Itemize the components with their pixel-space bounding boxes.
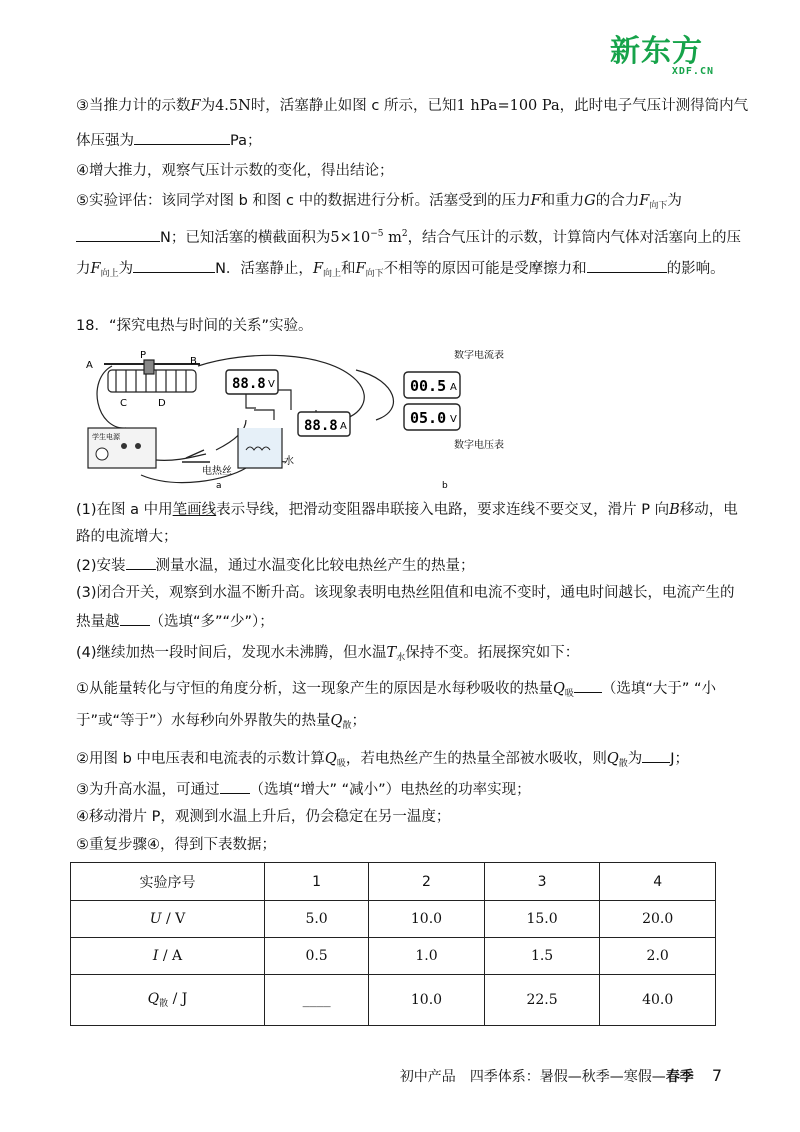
logo-subtext: XDF.CN bbox=[671, 66, 714, 77]
text-span: 和重力 bbox=[540, 193, 585, 209]
var-T: T bbox=[386, 645, 397, 661]
ammeter-reading: 88.8 bbox=[304, 418, 338, 434]
table-cell: 22.5 bbox=[484, 975, 600, 1026]
var-Q: Q bbox=[147, 991, 160, 1007]
answer-blank[interactable] bbox=[134, 130, 230, 145]
answer-blank[interactable] bbox=[76, 227, 160, 242]
text-span: 移动，电 bbox=[679, 502, 738, 518]
answer-blank[interactable] bbox=[220, 779, 250, 794]
table-cell: 5.0 bbox=[265, 901, 369, 938]
digital-voltmeter-reading: 05.0 bbox=[410, 409, 447, 427]
q18-part4 bbox=[76, 643, 726, 668]
var-F: F bbox=[530, 193, 541, 209]
table-cell: 0.5 bbox=[265, 938, 369, 975]
answer-blank[interactable] bbox=[574, 678, 602, 693]
label-d: D bbox=[158, 398, 166, 409]
text-span: 的影响。 bbox=[666, 261, 725, 277]
q18-item2 bbox=[76, 748, 726, 774]
text-span: 的合力 bbox=[595, 193, 640, 209]
underlined-text: 笔画线 bbox=[172, 502, 217, 518]
answer-blank[interactable] bbox=[133, 258, 215, 273]
text-span: 力 bbox=[76, 261, 91, 277]
text-span: ②用图 b 中电压表和电流表的示数计算 bbox=[76, 751, 325, 767]
digital-ammeter-unit: A bbox=[450, 382, 457, 393]
text-span: 为 bbox=[200, 98, 216, 114]
text-span: Pa； bbox=[230, 133, 262, 149]
table-header-cell: 实验序号 bbox=[71, 863, 265, 901]
var-F: F bbox=[190, 98, 201, 114]
var-I: I bbox=[152, 948, 159, 964]
text-span: 于”或“等于”）水每秒向外界散失的热量 bbox=[76, 713, 331, 729]
table-cell: 10.0 bbox=[369, 975, 485, 1026]
var-F-down: F bbox=[355, 261, 366, 277]
page-footer bbox=[400, 1066, 722, 1086]
area-unit: m bbox=[383, 230, 402, 246]
row-label-Q bbox=[71, 975, 265, 1026]
var-B: B bbox=[669, 502, 680, 518]
table-cell: 40.0 bbox=[600, 975, 716, 1026]
text-span: ⑤实验评估：该同学对图 b 和图 c 中的数据进行分析。活塞受到的压力 bbox=[76, 193, 531, 209]
row-unit: / A bbox=[158, 948, 183, 964]
text-span: ①从能量转化与守恒的角度分析，这一现象产生的原因是水每秒吸收的热量 bbox=[76, 681, 553, 697]
caption-b: b bbox=[442, 481, 448, 490]
answer-blank[interactable] bbox=[126, 555, 156, 570]
table-header-row bbox=[71, 863, 716, 901]
q18-item5: ⑤重复步骤④，得到下表数据； bbox=[76, 837, 276, 853]
answer-blank[interactable] bbox=[120, 611, 150, 626]
q17-step5-line2 bbox=[76, 224, 742, 248]
superscript: −5 bbox=[370, 229, 384, 239]
q17-step5-line3 bbox=[76, 258, 726, 284]
water-label: 水 bbox=[284, 456, 294, 467]
caption-a: a bbox=[216, 481, 222, 490]
page-number: 7 bbox=[711, 1066, 722, 1085]
var-G: G bbox=[584, 193, 596, 209]
var-F-up: F bbox=[312, 261, 323, 277]
footer-product: 初中产品 bbox=[399, 1069, 456, 1085]
subscript: 吸 bbox=[336, 759, 346, 769]
power-supply-label: 学生电源 bbox=[92, 433, 120, 441]
text-span: ，此时电子气压计测得筒内气 bbox=[559, 98, 749, 114]
q18-part1-line2: 路的电流增大； bbox=[76, 529, 178, 545]
logo-text: 新东方 bbox=[610, 34, 703, 69]
text-span: N；已知活塞的横截面积为 bbox=[160, 230, 331, 246]
voltmeter-title: 数字电压表 bbox=[454, 440, 504, 451]
text-span: 热量越 bbox=[76, 614, 120, 630]
text-span: 不相等的原因可能是受摩擦力和 bbox=[383, 261, 587, 277]
text-span: ③当推力计的示数 bbox=[76, 98, 191, 114]
text-span: （选填“增大” “减小”）电热丝的功率实现； bbox=[249, 782, 531, 798]
ammeter-title: 数字电流表 bbox=[454, 350, 504, 361]
table-row bbox=[71, 901, 716, 938]
q18-part2 bbox=[76, 555, 726, 576]
text-span: 和 bbox=[341, 261, 356, 277]
subscript: 向下 bbox=[649, 201, 668, 211]
data-table bbox=[70, 862, 716, 1026]
row-label-U bbox=[71, 901, 265, 938]
footer-highlight: 春季 bbox=[665, 1069, 694, 1085]
var-F-down: F bbox=[639, 193, 650, 209]
text-span: (1)在图 a 中用 bbox=[76, 502, 173, 518]
voltmeter-reading: 88.8 bbox=[232, 376, 266, 392]
label-p: P bbox=[140, 350, 147, 361]
text-span: （选填“多”“少”）； bbox=[149, 614, 274, 630]
subscript: 向下 bbox=[365, 269, 384, 279]
var-Q: Q bbox=[606, 751, 619, 767]
q18-part1-line1 bbox=[76, 500, 738, 520]
label-a: A bbox=[86, 360, 93, 371]
row-unit: / V bbox=[161, 911, 186, 927]
text-span: 时，活塞静止如图 c 所示，已知 bbox=[250, 98, 457, 114]
digital-voltmeter-unit: V bbox=[450, 414, 457, 425]
subscript: 吸 bbox=[564, 689, 574, 699]
text-span: (4)继续加热一段时间后，发现水未沸腾，但水温 bbox=[76, 645, 387, 661]
var-U: U bbox=[149, 911, 162, 927]
q18-item1-line2 bbox=[76, 711, 726, 736]
circuit-figure bbox=[86, 350, 546, 490]
text-span: ； bbox=[351, 713, 366, 729]
q18-item4: ④移动滑片 P，观测到水温上升后，仍会稳定在另一温度； bbox=[76, 809, 451, 825]
answer-blank[interactable] bbox=[587, 258, 667, 273]
var-Q: Q bbox=[553, 681, 565, 697]
var-Q: Q bbox=[330, 713, 343, 729]
xdf-logo bbox=[610, 36, 714, 84]
table-header-cell: 2 bbox=[369, 863, 485, 901]
table-cell: 20.0 bbox=[600, 901, 716, 938]
text-span: 为 bbox=[118, 261, 134, 277]
table-cell: 15.0 bbox=[484, 901, 600, 938]
table-cell: 10.0 bbox=[369, 901, 485, 938]
label-c: C bbox=[120, 398, 127, 409]
text-span: 保持不变。拓展探究如下： bbox=[405, 645, 580, 661]
row-unit: / J bbox=[168, 991, 188, 1007]
q17-step5-line1 bbox=[76, 191, 726, 216]
force-value: 4.5N bbox=[215, 98, 251, 114]
heater-label: 电热丝 bbox=[202, 466, 232, 477]
table-cell: 1.5 bbox=[484, 938, 600, 975]
text-span: （选填“大于” “小 bbox=[601, 681, 717, 697]
table-header-cell: 3 bbox=[484, 863, 600, 901]
text-span: ③为升高水温，可通过 bbox=[76, 782, 220, 798]
subscript: 散 bbox=[159, 999, 169, 1009]
q18-part3-line2 bbox=[76, 611, 726, 632]
text-span: 体压强为 bbox=[76, 133, 134, 149]
table-row bbox=[71, 975, 716, 1026]
label-b: B bbox=[190, 356, 197, 367]
table-cell: 2.0 bbox=[600, 938, 716, 975]
subscript: 水 bbox=[396, 653, 406, 663]
q18-part3-line1: (3)闭合开关，观察到水温不断升高。该现象表明电热丝阻值和电流不变时，通电时间越长，电流产生的 bbox=[76, 585, 735, 601]
q17-step4: ④增大推力，观察气压计示数的变化，得出结论； bbox=[76, 163, 394, 179]
table-row bbox=[71, 938, 716, 975]
table-cell-blank[interactable]: ____ bbox=[265, 975, 369, 1026]
row-label-I bbox=[71, 938, 265, 975]
text-span: 表示导线，把滑动变阻器串联接入电路，要求连线不要交叉，滑片 P 向 bbox=[216, 502, 670, 518]
voltmeter-unit: V bbox=[268, 379, 275, 390]
text-span: 为 bbox=[667, 193, 682, 209]
superscript: 2 bbox=[401, 229, 408, 239]
subscript: 散 bbox=[342, 721, 352, 731]
ammeter-unit: A bbox=[340, 421, 347, 432]
table-cell: 1.0 bbox=[369, 938, 485, 975]
q18-item3 bbox=[76, 779, 726, 800]
footer-system: 四季体系：暑假—秋季—寒假— bbox=[469, 1069, 666, 1085]
q18-item1-line1 bbox=[76, 678, 726, 704]
var-F-up: F bbox=[90, 261, 101, 277]
q17-step3-line1 bbox=[76, 96, 749, 116]
subscript: 散 bbox=[618, 759, 628, 769]
digital-ammeter-reading: 00.5 bbox=[410, 377, 447, 395]
text-span: N．活塞静止， bbox=[215, 261, 313, 277]
text-span: J； bbox=[670, 751, 690, 767]
unit-conversion: 1 hPa=100 Pa bbox=[456, 98, 560, 114]
subscript: 向上 bbox=[323, 269, 342, 279]
text-span: ，若电热丝产生的热量全部被水吸收，则 bbox=[345, 751, 607, 767]
answer-blank[interactable] bbox=[642, 748, 670, 763]
area-base: 5×10 bbox=[330, 230, 371, 246]
text-span: ，结合气压计的示数，计算筒内气体对活塞向上的压 bbox=[407, 230, 742, 246]
text-span: 为 bbox=[627, 751, 643, 767]
text-span: 测量水温，通过水温变化比较电热丝产生的热量； bbox=[155, 558, 475, 574]
subscript: 向上 bbox=[100, 269, 119, 279]
table-header-cell: 1 bbox=[265, 863, 369, 901]
q18-title: 18．“探究电热与时间的关系”实验。 bbox=[76, 318, 313, 334]
var-Q: Q bbox=[324, 751, 337, 767]
q17-step3-line2 bbox=[76, 130, 726, 151]
table-header-cell: 4 bbox=[600, 863, 716, 901]
text-span: (2)安装 bbox=[76, 558, 126, 574]
